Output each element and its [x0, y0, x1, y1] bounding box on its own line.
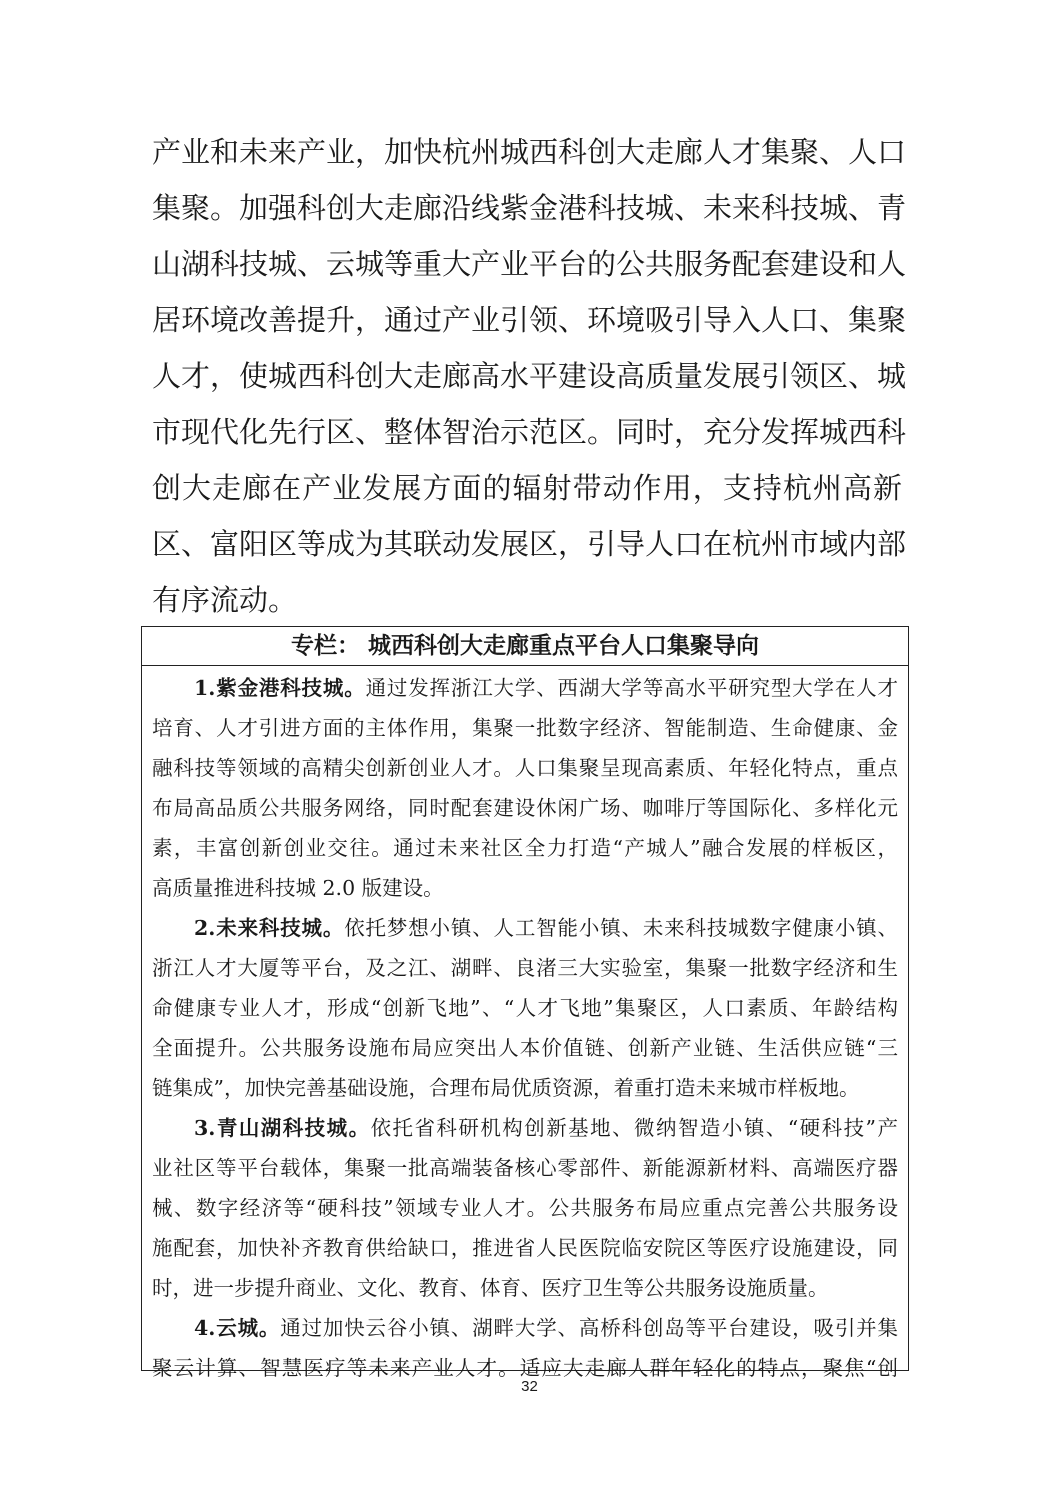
section-line: 聚云计算、智慧医疗等未来产业人才。适应大走廊人群年轻化的特点，聚焦“创 [152, 1356, 898, 1380]
section-text: 通过加快云谷小镇、湖畔大学、高桥科创岛等平台建设，吸引并集 [280, 1316, 899, 1340]
section-line: 施配套，加快补齐教育供给缺口，推进省人民医院临安院区等医疗设施建设，同 [152, 1236, 898, 1260]
body-line: 山湖科技城、云城等重大产业平台的公共服务配套建设和人 [152, 247, 907, 281]
section-text: 依托省科研机构创新基地、微纳智造小镇、“硬科技”产 [370, 1116, 898, 1140]
section-heading: 1.紫金港科技城。 [194, 676, 366, 700]
body-line: 居环境改善提升，通过产业引领、环境吸引导入人口、集聚 [152, 303, 907, 337]
feature-box-title: 专栏： 城西科创大走廊重点平台人口集聚导向 [142, 627, 908, 666]
body-line: 集聚。加强科创大走廊沿线紫金港科技城、未来科技城、青 [152, 191, 907, 225]
feature-box [141, 626, 909, 1380]
section-line: 命健康专业人才，形成“创新飞地”、“人才飞地”集聚区，人口素质、年龄结构 [152, 996, 898, 1020]
section-line: 高质量推进科技城 2.0 版建设。 [152, 876, 444, 900]
body-line: 有序流动。 [152, 583, 298, 617]
section-line: 布局高品质公共服务网络，同时配套建设休闲广场、咖啡厅等国际化、多样化元 [152, 796, 898, 820]
feature-box-body [142, 666, 908, 1388]
section-line: 素，丰富创新创业交往。通过未来社区全力打造“产城人”融合发展的样板区， [152, 836, 898, 860]
section-first-line [152, 908, 898, 948]
body-paragraph [152, 124, 907, 628]
body-line: 人才，使城西科创大走廊高水平建设高质量发展引领区、城 [152, 359, 907, 393]
section-heading: 4.云城。 [194, 1316, 281, 1340]
section-line: 械、数字经济等“硬科技”领域专业人才。公共服务布局应重点完善公共服务设 [152, 1196, 898, 1220]
page-number: 32 [521, 1378, 538, 1395]
body-line: 区、富阳区等成为其联动发展区，引导人口在杭州市域内部 [152, 527, 907, 561]
section-line: 培育、人才引进方面的主体作用，集聚一批数字经济、智能制造、生命健康、金 [152, 716, 898, 740]
section-line: 链集成”，加快完善基础设施，合理布局优质资源，着重打造未来城市样板地。 [152, 1076, 860, 1100]
section-line: 全面提升。公共服务设施布局应突出人本价值链、创新产业链、生活供应链“三 [152, 1036, 898, 1060]
section-line: 融科技等领域的高精尖创新创业人才。人口集聚呈现高素质、年轻化特点，重点 [152, 756, 898, 780]
section-first-line [152, 1308, 898, 1348]
body-line: 市现代化先行区、整体智治示范区。同时，充分发挥城西科 [152, 415, 907, 449]
section-line: 浙江人才大厦等平台，及之江、湖畔、良渚三大实验室，集聚一批数字经济和生 [152, 956, 898, 980]
section-first-line [152, 1108, 898, 1148]
section-text: 通过发挥浙江大学、西湖大学等高水平研究型大学在人才 [365, 676, 899, 700]
section-line: 业社区等平台载体，集聚一批高端装备核心零部件、新能源新材料、高端医疗器 [152, 1156, 898, 1180]
section-text: 依托梦想小镇、人工智能小镇、未来科技城数字健康小镇、 [344, 916, 898, 940]
section-line: 时，进一步提升商业、文化、教育、体育、医疗卫生等公共服务设施质量。 [152, 1276, 829, 1300]
body-line: 创大走廊在产业发展方面的辐射带动作用，支持杭州高新 [152, 471, 902, 505]
body-line: 产业和未来产业，加快杭州城西科创大走廊人才集聚、人口 [152, 135, 907, 169]
section-heading: 3.青山湖科技城。 [194, 1116, 371, 1140]
section-first-line [152, 668, 898, 708]
section-heading: 2.未来科技城。 [194, 916, 345, 940]
